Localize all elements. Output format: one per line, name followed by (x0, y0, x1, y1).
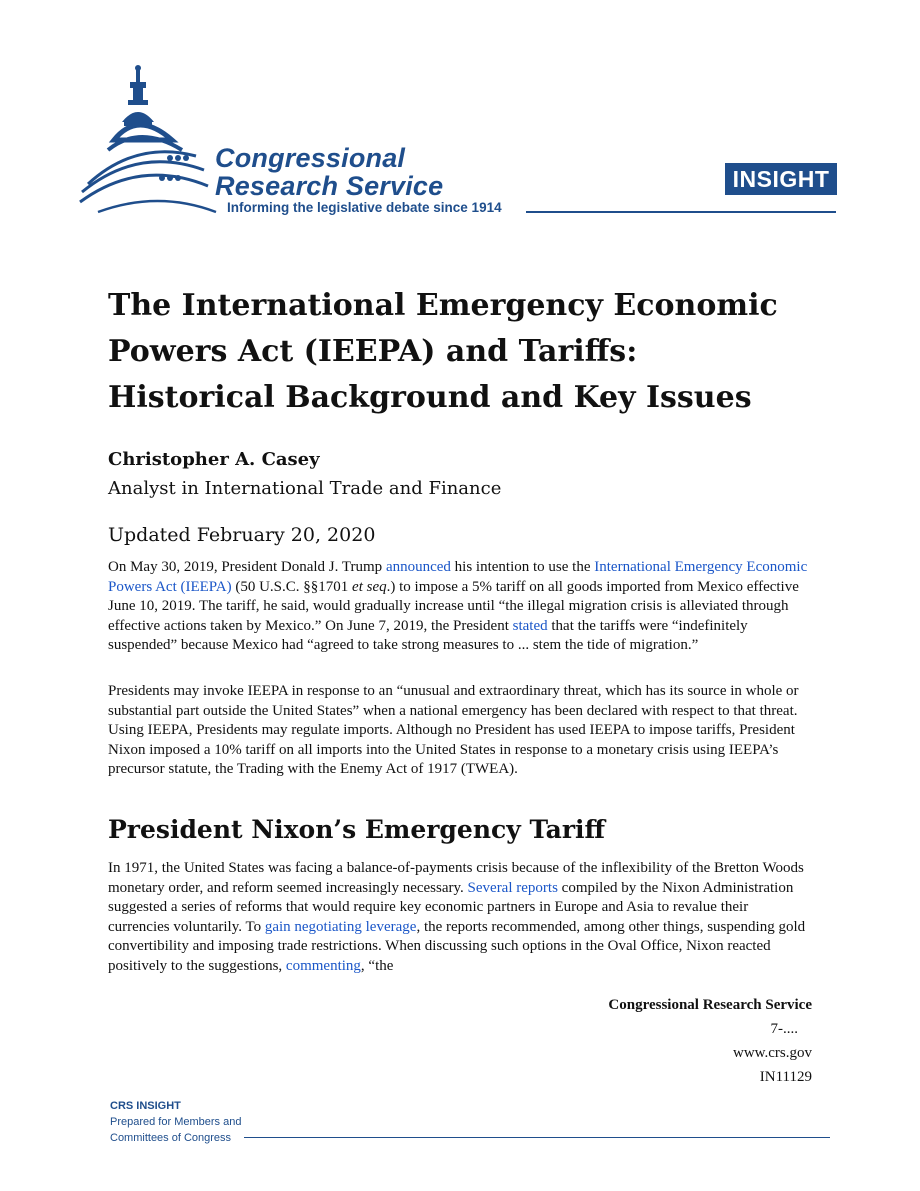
paragraph-3 (108, 859, 813, 976)
crs-insight-label: CRS INSIGHT (110, 1100, 181, 1112)
crs-prepared-text (110, 1114, 241, 1146)
paragraph-text: his intention to use the (450, 559, 595, 575)
footer-rule (244, 1137, 830, 1138)
stated-link[interactable]: stated (512, 617, 548, 634)
announced-link[interactable]: announced (385, 559, 451, 575)
commenting-link[interactable]: commenting (285, 957, 361, 974)
footer-code: 7-.... (770, 1021, 798, 1037)
footer-crs-block (608, 993, 812, 1089)
several-reports-link[interactable]: Several reports (467, 879, 558, 896)
logo-line-1: Congressional (215, 143, 406, 173)
paragraph-text: In 1971, the United States was facing a balance-of-payments crisis because of the inflexibility of the Bretton Woods monetary order, and reform seemed increasingly necessary. (108, 860, 804, 896)
footer-website: www.crs.gov (732, 1045, 812, 1061)
prepared-line-1: Prepared for Members and (110, 1116, 242, 1128)
paragraph-text: that the tariffs were “indefinitely suspended” because Mexico had “agreed to take strong measures to ... stem the tide of migration.” (108, 617, 748, 653)
gain-negotiating-leverage-link[interactable]: gain negotiating leverage (264, 918, 417, 935)
paragraph-text: compiled by the Nixon Administration suggested a series of reforms that would require key economic partners in Europe and Asia to revalue their currencies voluntarily. To (108, 879, 794, 935)
paragraph-text: (50 U.S.C. §§1701 (231, 578, 353, 595)
et-seq-italic: et seq (352, 578, 387, 595)
paragraph-text: , the reports recommended, among other things, suspending gold convertibility and imposing trade restrictions. When discussing such options in the Oval Office, Nixon reacted positively to the suggestions, (108, 918, 806, 974)
updated-date: Updated February 20, 2020 (108, 524, 376, 546)
paragraph-text: .) to impose a 5% tariff on all goods imported from Mexico effective June 10, 2019. The tariff, he said, would gradually increase until “the illegal migration crisis is alleviated through effective actions taken by Mexico.” On June 7, 2019, the President (108, 578, 799, 634)
paragraph-text: , “the (360, 957, 394, 974)
author-name: Christopher A. Casey (108, 449, 320, 470)
ieepa-link[interactable]: International Emergency Economic Powers Act (IEEPA) (108, 559, 808, 595)
paragraph-text: On May 30, 2019, President Donald J. Trump (108, 559, 386, 575)
logo-line-2: Research Service (215, 171, 444, 201)
paragraph-2: Presidents may invoke IEEPA in response to an “unusual and extraordinary threat, which has its source in whole or substantial part outside the United States” when a national emergency has been declared with respect to that threat. Using IEEPA, Presidents may regulate imports. Although no President has used IEEPA to impose tariffs, President Nixon imposed a 10% tariff on all imports into the United States in response to a monetary crisis using IEEPA’s precursor statute, the Trading with the Enemy Act of 1917 (TWEA). (108, 683, 799, 777)
document-title: The International Emergency Economic Powers Act (IEEPA) and Tariffs: Historical Background and Key Issues (108, 288, 778, 415)
crs-capitol-logo-icon (78, 62, 228, 222)
insight-badge: INSIGHT (725, 163, 837, 195)
header-rule (526, 211, 836, 213)
footer-org: Congressional Research Service (608, 997, 812, 1013)
paragraph-1 (108, 558, 813, 656)
prepared-line-2: Committees of Congress (110, 1132, 232, 1144)
footer-report-id: IN11129 (759, 1069, 812, 1085)
crs-logo-wordmark (215, 144, 443, 200)
author-position: Analyst in International Trade and Finance (108, 478, 502, 499)
logo-tagline: Informing the legislative debate since 1914 (227, 200, 502, 215)
section-heading: President Nixon’s Emergency Tariff (108, 815, 606, 844)
